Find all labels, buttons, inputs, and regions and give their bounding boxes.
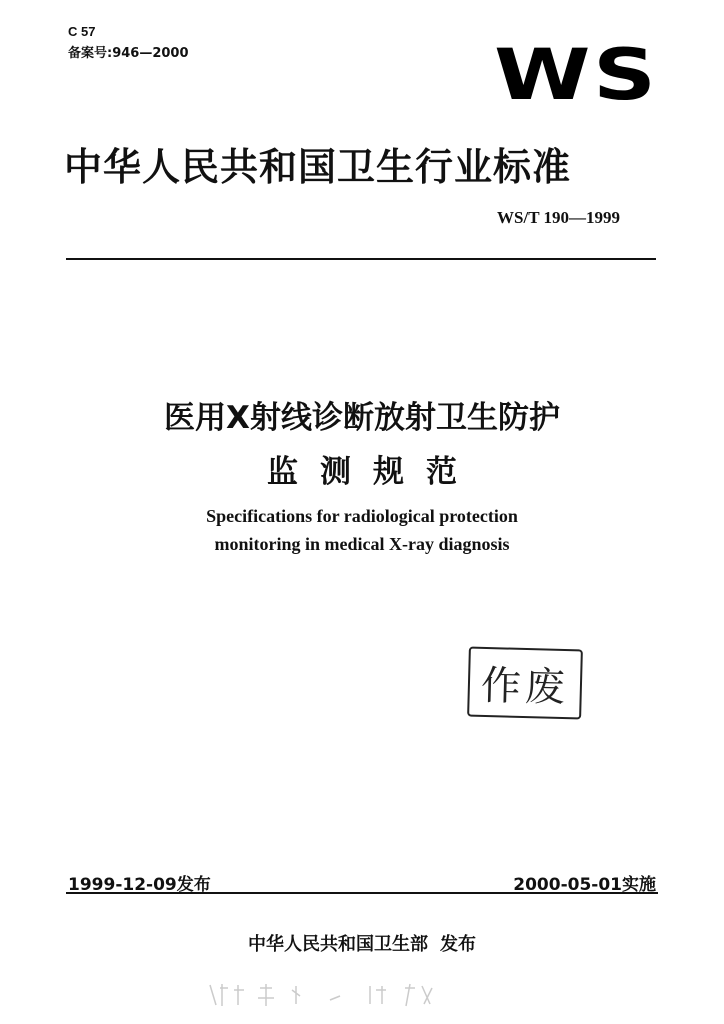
void-stamp (467, 647, 583, 720)
implementation-date: 2000-05-01实施 (513, 875, 656, 895)
registration-number: 备案号:946—2000 (68, 46, 189, 61)
standard-type-heading: 中华人民共和国卫生行业标准 (64, 145, 572, 189)
title-english-line-1: Specifications for radiological protection (206, 506, 518, 526)
bottom-divider (66, 892, 658, 894)
publisher-line (0, 930, 724, 956)
publisher-action: 发布 (440, 934, 476, 955)
title-chinese-line-2: 监测规范 (267, 454, 479, 490)
top-divider (66, 258, 656, 260)
ws-logo: WS (494, 34, 659, 116)
void-stamp-text: 作废 (480, 662, 570, 711)
issue-date: 1999-12-09发布 (68, 875, 211, 895)
classification-code: C 57 (68, 24, 96, 39)
standard-number: WS/T 190—1999 (497, 208, 620, 227)
faint-library-mark (200, 980, 460, 1010)
title-english-line-2: monitoring in medical X-ray diagnosis (214, 534, 510, 554)
publisher-name: 中华人民共和国卫生部 (248, 934, 428, 955)
title-chinese-line-1: 医用X射线诊断放射卫生防护 (164, 400, 560, 436)
